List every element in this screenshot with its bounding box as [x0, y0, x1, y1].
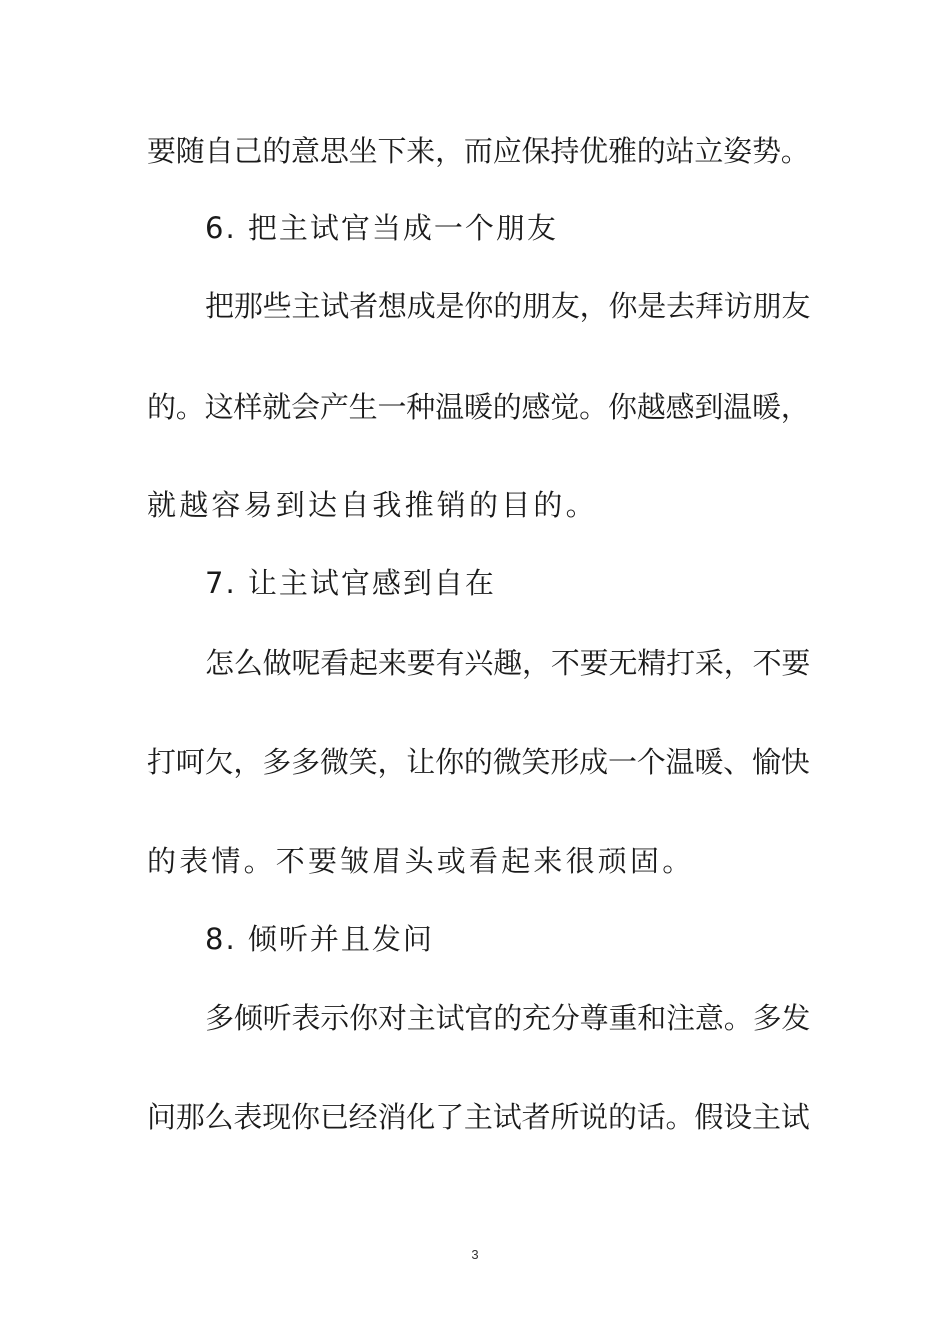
page-number: 3: [471, 1247, 479, 1262]
section-heading-7: 7. 让主试官感到自在: [205, 566, 496, 600]
text-line: 多倾听表示你对主试官的充分尊重和注意。多发: [205, 1001, 811, 1035]
text-line: 打呵欠，多多微笑，让你的微笑形成一个温暖、愉快: [147, 745, 810, 779]
section-heading-8: 8. 倾听并且发问: [205, 922, 434, 956]
text-line: 的表情。不要皱眉头或看起来很顽固。: [147, 844, 695, 878]
section-heading-6: 6. 把主试官当成一个朋友: [205, 211, 558, 245]
text-line: 怎么做呢看起来要有兴趣，不要无精打采，不要: [205, 646, 811, 680]
text-line: 就越容易到达自我推销的目的。: [147, 488, 598, 522]
text-line: 问那么表现你已经消化了主试者所说的话。假设主试: [147, 1100, 810, 1134]
text-line: 把那些主试者想成是你的朋友，你是去拜访朋友: [205, 289, 811, 323]
text-line: 的。这样就会产生一种温暖的感觉。你越感到温暖，: [147, 390, 810, 424]
text-line: 要随自己的意思坐下来，而应保持优雅的站立姿势。: [147, 134, 810, 168]
